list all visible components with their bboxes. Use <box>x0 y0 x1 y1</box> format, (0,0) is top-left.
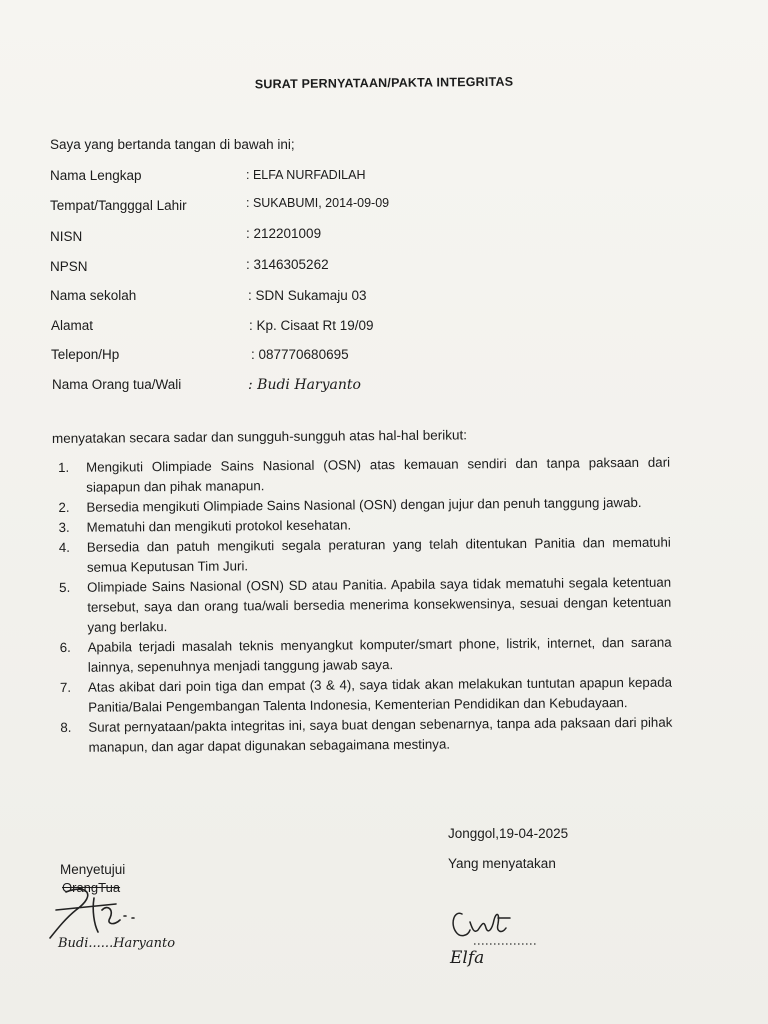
approval-label: Menyetujui <box>60 862 126 877</box>
place-date: Jonggol,19-04-2025 <box>448 826 569 841</box>
field-value: : Kp. Cisaat Rt 19/09 <box>249 318 374 333</box>
item-number: 8. <box>60 719 72 735</box>
list-item <box>60 673 672 718</box>
field-label: Alamat <box>51 318 94 333</box>
field-label: Telepon/Hp <box>51 347 120 362</box>
item-text: Mengikuti Olimpiade Sains Nasional (OSN) atas kemauan sendiri dan tanpa paksaan dari siapapun dan pihak manapun. <box>86 454 671 495</box>
list-item <box>59 573 672 638</box>
item-text: Olimpiade Sains Nasional (OSN) SD atau Panitia. Apabila saya tidak mematuhi segala ketentuan tersebut, saya dan orang tua/wali bersedia menerima konsekwensinya, sesuai dengan ketentuan yang berlaku. <box>87 574 672 635</box>
child-signature-name: Elfa <box>450 948 485 968</box>
field-label: Nama sekolah <box>50 288 137 303</box>
field-label: NISN <box>50 229 83 244</box>
list-item <box>60 713 672 758</box>
field-label: NPSN <box>50 259 88 274</box>
field-value: : Budi Haryanto <box>248 377 361 393</box>
parent-signature-name: Budi......Haryanto <box>58 936 176 951</box>
child-signature <box>444 900 544 952</box>
field-value: : ELFA NURFADILAH <box>246 168 366 182</box>
item-number: 5. <box>59 579 71 595</box>
item-text: Apabila terjadi masalah teknis menyangkut komputer/smart phone, listrik, internet, dan sarana lainnya, sepenuhnya menjadi tanggung jawab saya. <box>87 634 672 675</box>
field-value: : 3146305262 <box>246 257 329 272</box>
list-item <box>58 453 670 498</box>
item-number: 6. <box>59 639 71 655</box>
item-text: Mematuhi dan mengikuti protokol kesehatan. <box>86 517 352 535</box>
document-title: SURAT PERNYATAAN/PAKTA INTEGRITAS <box>254 74 514 92</box>
item-number: 7. <box>59 679 72 695</box>
field-label: Nama Lengkap <box>50 168 142 183</box>
field-value: : SDN Sukamaju 03 <box>248 288 367 303</box>
list-item <box>60 633 672 678</box>
field-value: : 212201009 <box>246 226 322 241</box>
item-number: 3. <box>58 519 70 535</box>
declarer-label: Yang menyatakan <box>448 856 556 871</box>
declaration-list <box>58 453 673 758</box>
field-value: : 087770680695 <box>251 347 349 362</box>
list-item <box>59 533 671 578</box>
item-text: Bersedia mengikuti Olimpiade Sains Nasional (OSN) dengan jujur dan penuh tanggung jawab. <box>86 494 642 515</box>
item-text: Bersedia dan patuh mengikuti segala peraturan yang telah ditentukan Panitia dan mematuhi semua Keputusan Tim Juri. <box>86 534 671 575</box>
item-number: 4. <box>58 539 70 555</box>
item-number: 2. <box>58 499 70 515</box>
field-label: Nama Orang tua/Wali <box>52 377 182 392</box>
item-text: Atas akibat dari poin tiga dan empat (3 & 4), saya tidak akan melakukan tuntutan apapun kepada Panitia/Balai Pengembangan Talenta Indonesia, Kementerian Pendidikan dan Kebudayaan. <box>87 674 673 715</box>
intro-text: Saya yang bertanda tangan di bawah ini; <box>50 137 295 152</box>
parent-role-label: OrangTua <box>62 880 121 895</box>
field-value: : SUKABUMI, 2014-09-09 <box>246 196 390 210</box>
field-label: Tempat/Tangggal Lahir <box>50 198 187 213</box>
statement-text: menyatakan secara sadar dan sungguh-sungguh atas hal-hal berikut: <box>51 427 468 446</box>
item-number: 1. <box>58 459 70 475</box>
item-text: Surat pernyataan/pakta integritas ini, saya buat dengan sebenarnya, tanpa ada paksaan dari pihak manapun, dan agar dapat digunakan sebagaimana mestinya. <box>88 714 673 755</box>
